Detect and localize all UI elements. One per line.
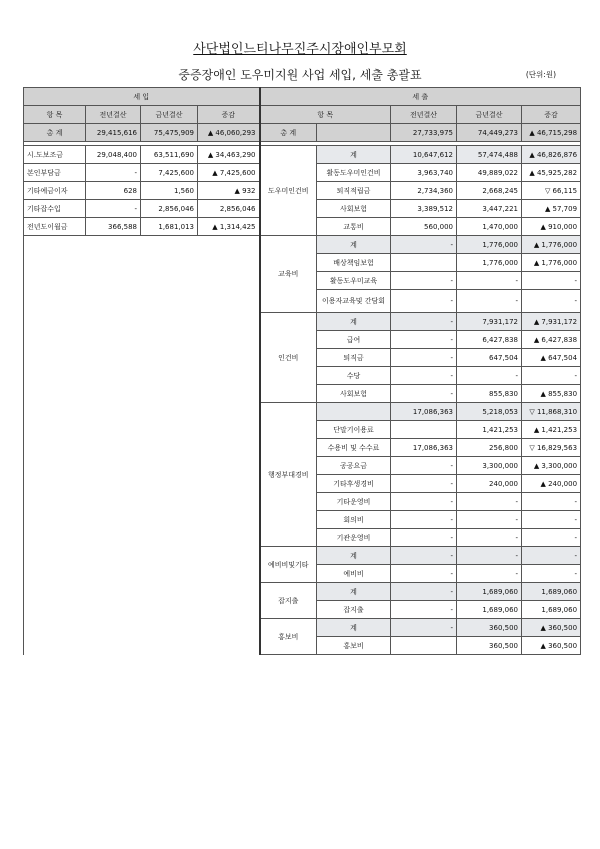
expense-diff: ▽ 16,829,563 — [522, 439, 581, 457]
expense-item: 교통비 — [317, 218, 391, 236]
expense-diff: ▲ 45,925,282 — [522, 164, 581, 182]
expense-col-diff: 증감 — [522, 106, 581, 124]
expense-diff: ▲ 240,000 — [522, 475, 581, 493]
expense-group-label: 예비비및기타 — [260, 547, 317, 583]
expense-prev: 10,647,612 — [391, 146, 457, 164]
header-row-sections — [24, 88, 581, 106]
table-row — [24, 236, 581, 254]
expense-prev: - — [391, 457, 457, 475]
expense-item: 기관운영비 — [317, 529, 391, 547]
expense-curr: - — [457, 272, 522, 290]
income-prev: 366,588 — [86, 218, 141, 236]
organization-name: 사단법인느티나무진주시장애인부모회 — [193, 42, 407, 57]
expense-prev: 2,734,360 — [391, 182, 457, 200]
expense-item: 기타후생경비 — [317, 475, 391, 493]
expense-prev — [391, 421, 457, 439]
expense-item: 이용자교육및 간담회 — [317, 290, 391, 313]
expense-diff: 1,689,060 — [522, 601, 581, 619]
expense-col-prev: 전년결산 — [391, 106, 457, 124]
expense-col-curr: 금년결산 — [457, 106, 522, 124]
expense-item: 활동도우미교육 — [317, 272, 391, 290]
expense-diff: ▲ 360,500 — [522, 637, 581, 655]
expense-section-header: 세 출 — [260, 88, 581, 106]
expense-curr: 1,776,000 — [457, 236, 522, 254]
expense-diff: - — [522, 547, 581, 565]
expense-item: 퇴직금 — [317, 349, 391, 367]
expense-diff: ▲ 46,826,876 — [522, 146, 581, 164]
total-row — [24, 124, 581, 142]
expense-item: 활동도우미인건비 — [317, 164, 391, 182]
expense-prev — [391, 637, 457, 655]
income-item: 기타예금이자 — [24, 182, 86, 200]
expense-diff: ▲ 3,300,000 — [522, 457, 581, 475]
expense-item: 수당 — [317, 367, 391, 385]
expense-item — [317, 403, 391, 421]
expense-curr: 1,689,060 — [457, 601, 522, 619]
expense-item: 공공요금 — [317, 457, 391, 475]
income-curr: 1,681,013 — [141, 218, 198, 236]
expense-item: 계 — [317, 583, 391, 601]
expense-prev: - — [391, 272, 457, 290]
expense-curr: 1,421,253 — [457, 421, 522, 439]
income-col-item: 항 목 — [24, 106, 86, 124]
income-prev: 29,048,400 — [86, 146, 141, 164]
expense-curr: 240,000 — [457, 475, 522, 493]
expense-diff: ▲ 57,709 — [522, 200, 581, 218]
expense-total-diff: ▲ 46,715,298 — [522, 124, 581, 142]
expense-diff: ▽ 66,115 — [522, 182, 581, 200]
expense-group-label: 인건비 — [260, 313, 317, 403]
income-col-curr: 금년결산 — [141, 106, 198, 124]
header-row-columns — [24, 106, 581, 124]
expense-total-blank — [317, 124, 391, 142]
expense-item: 사회보험 — [317, 200, 391, 218]
expense-diff: - — [522, 529, 581, 547]
income-prev: 628 — [86, 182, 141, 200]
expense-prev: - — [391, 583, 457, 601]
expense-curr: - — [457, 565, 522, 583]
expense-group-label: 교육비 — [260, 236, 317, 313]
expense-curr: 360,500 — [457, 619, 522, 637]
expense-diff: - — [522, 493, 581, 511]
expense-diff: - — [522, 565, 581, 583]
expense-curr: - — [457, 511, 522, 529]
expense-col-item: 항 목 — [260, 106, 391, 124]
expense-curr: 647,504 — [457, 349, 522, 367]
expense-diff: - — [522, 290, 581, 313]
expense-total-label: 총 계 — [260, 124, 317, 142]
expense-prev: - — [391, 475, 457, 493]
expense-prev: - — [391, 511, 457, 529]
expense-prev: - — [391, 619, 457, 637]
expense-curr: 1,689,060 — [457, 583, 522, 601]
table-row — [24, 146, 581, 164]
expense-prev: - — [391, 331, 457, 349]
expense-item: 단말기이용료 — [317, 421, 391, 439]
income-diff: ▲ 1,314,425 — [198, 218, 260, 236]
expense-curr: 1,776,000 — [457, 254, 522, 272]
expense-prev: 560,000 — [391, 218, 457, 236]
expense-diff: ▲ 855,830 — [522, 385, 581, 403]
income-total-label: 총 계 — [24, 124, 86, 142]
expense-item: 계 — [317, 146, 391, 164]
expense-item: 계 — [317, 619, 391, 637]
expense-item: 수용비 및 수수료 — [317, 439, 391, 457]
expense-diff: ▲ 7,931,172 — [522, 313, 581, 331]
income-diff: ▲ 34,463,290 — [198, 146, 260, 164]
income-total-diff: ▲ 46,060,293 — [198, 124, 260, 142]
expense-item: 퇴직적립금 — [317, 182, 391, 200]
expense-total-curr: 74,449,273 — [457, 124, 522, 142]
expense-curr: 360,500 — [457, 637, 522, 655]
expense-curr: - — [457, 493, 522, 511]
expense-curr: 49,889,022 — [457, 164, 522, 182]
budget-summary-table — [23, 87, 581, 655]
expense-diff: ▲ 6,427,838 — [522, 331, 581, 349]
expense-curr: 2,668,245 — [457, 182, 522, 200]
expense-curr: - — [457, 290, 522, 313]
expense-diff: ▲ 1,421,253 — [522, 421, 581, 439]
expense-diff: - — [522, 511, 581, 529]
expense-prev: - — [391, 385, 457, 403]
income-total-curr: 75,475,909 — [141, 124, 198, 142]
expense-curr: 256,800 — [457, 439, 522, 457]
expense-curr: 5,218,053 — [457, 403, 522, 421]
expense-prev: 17,086,363 — [391, 439, 457, 457]
income-col-diff: 증감 — [198, 106, 260, 124]
expense-curr: - — [457, 367, 522, 385]
income-diff: 2,856,046 — [198, 200, 260, 218]
income-diff: ▲ 932 — [198, 182, 260, 200]
expense-diff: ▲ 910,000 — [522, 218, 581, 236]
expense-diff: - — [522, 272, 581, 290]
expense-prev: 17,086,363 — [391, 403, 457, 421]
expense-group-label: 행정부대경비 — [260, 403, 317, 547]
expense-item: 예비비 — [317, 565, 391, 583]
unit-label: (단위:원) — [525, 70, 556, 79]
expense-item: 계 — [317, 236, 391, 254]
expense-item: 홍보비 — [317, 637, 391, 655]
expense-prev — [391, 254, 457, 272]
expense-prev: - — [391, 290, 457, 313]
expense-item: 급여 — [317, 331, 391, 349]
expense-prev: - — [391, 313, 457, 331]
income-empty-area — [24, 236, 260, 655]
expense-prev: - — [391, 565, 457, 583]
expense-group-label: 도우미인건비 — [260, 146, 317, 236]
income-item: 전년도이월금 — [24, 218, 86, 236]
income-curr: 1,560 — [141, 182, 198, 200]
income-prev: - — [86, 164, 141, 182]
document-title: 중증장애인 도우미지원 사업 세입, 세출 총괄표 — [178, 68, 422, 82]
income-curr: 63,511,690 — [141, 146, 198, 164]
expense-item: 계 — [317, 547, 391, 565]
expense-item: 계 — [317, 313, 391, 331]
expense-group-label: 잡지출 — [260, 583, 317, 619]
expense-item: 잡지출 — [317, 601, 391, 619]
expense-curr: 3,447,221 — [457, 200, 522, 218]
expense-curr: 57,474,488 — [457, 146, 522, 164]
income-diff: ▲ 7,425,600 — [198, 164, 260, 182]
income-prev: - — [86, 200, 141, 218]
expense-prev: - — [391, 349, 457, 367]
expense-prev: - — [391, 236, 457, 254]
income-item: 기타잡수입 — [24, 200, 86, 218]
expense-prev: - — [391, 493, 457, 511]
expense-diff: ▲ 1,776,000 — [522, 254, 581, 272]
expense-diff: ▲ 360,500 — [522, 619, 581, 637]
income-item: 본인부담금 — [24, 164, 86, 182]
expense-prev: 3,389,512 — [391, 200, 457, 218]
expense-curr: - — [457, 529, 522, 547]
expense-curr: 6,427,838 — [457, 331, 522, 349]
expense-diff: ▲ 1,776,000 — [522, 236, 581, 254]
expense-curr: 7,931,172 — [457, 313, 522, 331]
expense-prev: - — [391, 529, 457, 547]
expense-curr: - — [457, 547, 522, 565]
expense-item: 회의비 — [317, 511, 391, 529]
income-item: 시.도보조금 — [24, 146, 86, 164]
expense-item: 사회보험 — [317, 385, 391, 403]
expense-item: 기타운영비 — [317, 493, 391, 511]
expense-prev: 3,963,740 — [391, 164, 457, 182]
expense-curr: 3,300,000 — [457, 457, 522, 475]
expense-diff: ▽ 11,868,310 — [522, 403, 581, 421]
expense-diff: - — [522, 367, 581, 385]
income-col-prev: 전년결산 — [86, 106, 141, 124]
income-curr: 7,425,600 — [141, 164, 198, 182]
expense-curr: 1,470,000 — [457, 218, 522, 236]
expense-prev: - — [391, 547, 457, 565]
expense-prev: - — [391, 367, 457, 385]
expense-prev: - — [391, 601, 457, 619]
expense-diff: ▲ 647,504 — [522, 349, 581, 367]
income-section-header: 세 입 — [24, 88, 260, 106]
expense-curr: 855,830 — [457, 385, 522, 403]
income-total-prev: 29,415,616 — [86, 124, 141, 142]
expense-group-label: 홍보비 — [260, 619, 317, 655]
expense-item: 배상책임보험 — [317, 254, 391, 272]
income-curr: 2,856,046 — [141, 200, 198, 218]
expense-diff: 1,689,060 — [522, 583, 581, 601]
expense-total-prev: 27,733,975 — [391, 124, 457, 142]
